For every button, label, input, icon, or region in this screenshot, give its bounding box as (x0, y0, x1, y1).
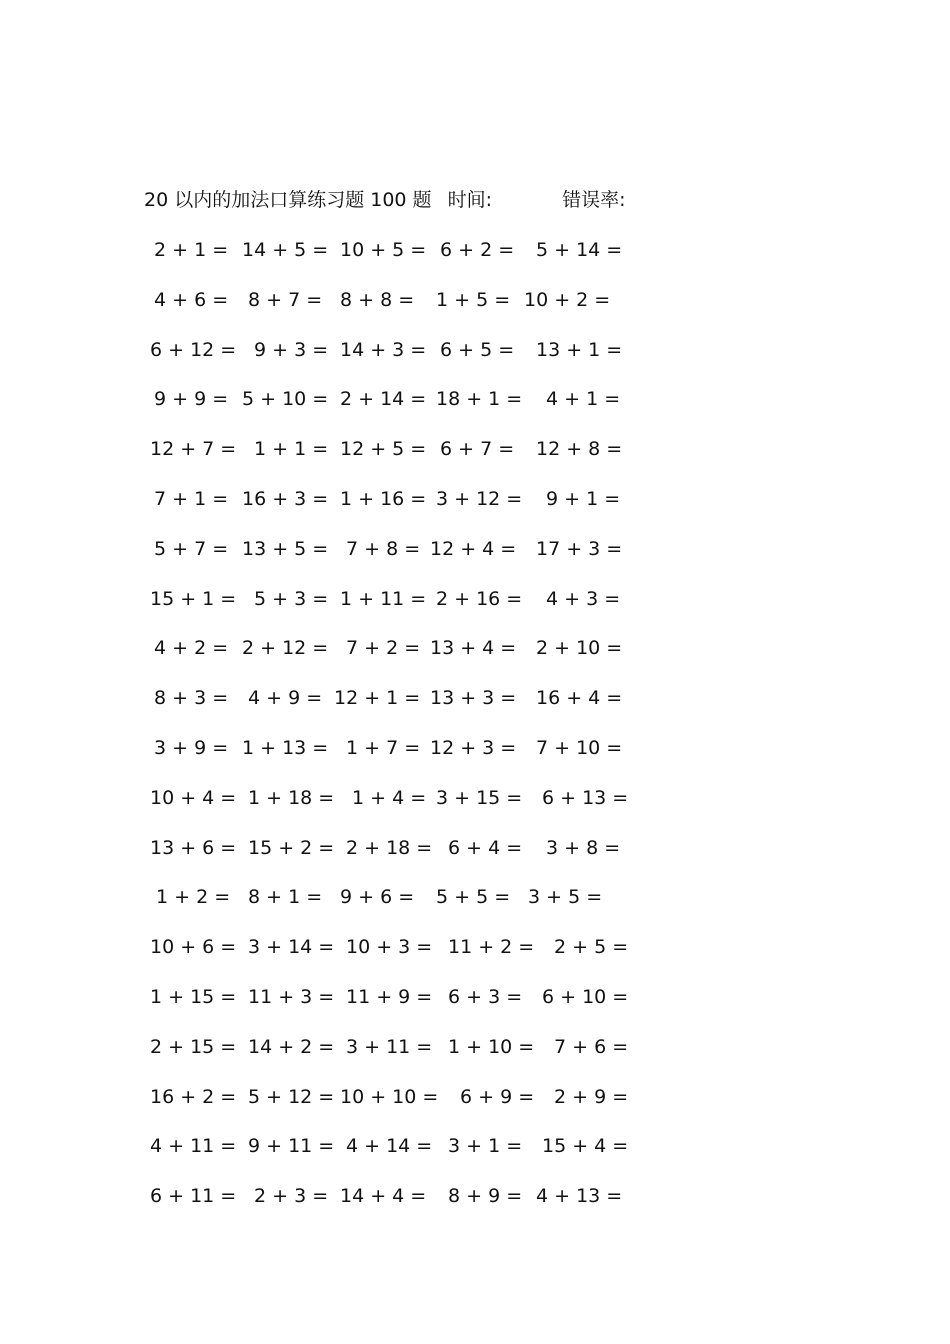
addition-problem: 6 + 12 = (150, 338, 237, 361)
addition-problem: 6 + 4 = (448, 836, 523, 859)
addition-problem: 1 + 16 = (340, 487, 427, 510)
worksheet-title: 20 以内的加法口算练习题 100 题 (144, 189, 432, 211)
problem-row (144, 286, 624, 336)
error-rate-label: 错误率: (562, 189, 626, 211)
addition-problem: 12 + 3 = (430, 736, 517, 759)
addition-problem: 9 + 11 = (248, 1135, 335, 1158)
problem-row (144, 535, 624, 585)
addition-problem: 1 + 2 = (156, 886, 231, 909)
addition-problem: 10 + 2 = (524, 288, 611, 311)
problem-row (144, 784, 629, 834)
addition-problem: 4 + 2 = (154, 637, 229, 660)
addition-problem: 3 + 14 = (248, 936, 335, 959)
addition-problem: 2 + 18 = (346, 836, 433, 859)
addition-problem: 8 + 3 = (154, 687, 229, 710)
addition-problem: 4 + 9 = (248, 687, 323, 710)
addition-problem: 14 + 5 = (242, 239, 329, 261)
problem-row (144, 1182, 624, 1232)
addition-problem: 10 + 4 = (150, 786, 237, 809)
addition-problem: 15 + 4 = (542, 1135, 629, 1158)
addition-problem: 13 + 1 = (536, 338, 623, 361)
addition-problem: 10 + 5 = (340, 239, 427, 261)
addition-problem: 9 + 9 = (154, 388, 229, 411)
addition-problem: 7 + 8 = (346, 537, 421, 560)
addition-problem: 16 + 2 = (150, 1085, 237, 1108)
addition-problem: 17 + 3 = (536, 537, 623, 560)
addition-problem: 12 + 1 = (334, 687, 421, 710)
addition-problem: 16 + 3 = (242, 487, 329, 510)
addition-problem: 2 + 3 = (254, 1185, 329, 1208)
addition-problem: 2 + 9 = (554, 1085, 629, 1108)
problem-row (144, 336, 624, 386)
addition-problem: 7 + 10 = (536, 736, 623, 759)
addition-problem: 16 + 4 = (536, 687, 623, 710)
addition-problem: 10 + 10 = (340, 1085, 439, 1108)
addition-problem: 1 + 18 = (248, 786, 335, 809)
addition-problem: 10 + 6 = (150, 936, 237, 959)
addition-problem: 2 + 15 = (150, 1035, 237, 1058)
problem-row (144, 485, 624, 535)
addition-problem: 9 + 6 = (340, 886, 415, 909)
addition-problem: 7 + 6 = (554, 1035, 629, 1058)
problem-row (144, 236, 624, 286)
addition-problem: 3 + 12 = (436, 487, 523, 510)
addition-problem: 6 + 2 = (440, 239, 515, 261)
addition-problem: 8 + 7 = (248, 288, 323, 311)
addition-problem: 2 + 14 = (340, 388, 427, 411)
addition-problem: 6 + 7 = (440, 438, 515, 461)
addition-problem: 8 + 1 = (248, 886, 323, 909)
addition-problem: 6 + 10 = (542, 985, 629, 1008)
addition-problem: 3 + 11 = (346, 1035, 433, 1058)
addition-problem: 12 + 4 = (430, 537, 517, 560)
addition-problem: 4 + 14 = (346, 1135, 433, 1158)
addition-problem: 4 + 3 = (546, 587, 621, 610)
addition-problem: 1 + 10 = (448, 1035, 535, 1058)
addition-problem: 11 + 9 = (346, 985, 433, 1008)
addition-problem: 10 + 3 = (346, 936, 433, 959)
addition-problem: 12 + 8 = (536, 438, 623, 461)
addition-problem: 6 + 9 = (460, 1085, 535, 1108)
addition-problem: 13 + 4 = (430, 637, 517, 660)
addition-problem: 18 + 1 = (436, 388, 523, 411)
addition-problem: 2 + 1 = (154, 239, 229, 261)
addition-problem: 3 + 5 = (528, 886, 603, 909)
problem-row (144, 634, 624, 684)
addition-problem: 1 + 11 = (340, 587, 427, 610)
addition-problem: 14 + 2 = (248, 1035, 335, 1058)
addition-problem: 13 + 5 = (242, 537, 329, 560)
addition-problem: 15 + 2 = (248, 836, 335, 859)
addition-problem: 1 + 13 = (242, 736, 329, 759)
addition-problem: 2 + 5 = (554, 936, 629, 959)
addition-problem: 1 + 4 = (352, 786, 427, 809)
problem-row (144, 1083, 629, 1133)
addition-problem: 5 + 5 = (436, 886, 511, 909)
problem-row (144, 1132, 629, 1182)
addition-problem: 9 + 1 = (546, 487, 621, 510)
addition-problem: 4 + 1 = (546, 388, 621, 411)
problem-row (144, 684, 624, 734)
addition-problem: 2 + 12 = (242, 637, 329, 660)
addition-problem: 4 + 6 = (154, 288, 229, 311)
problem-row (144, 834, 624, 884)
addition-problem: 11 + 3 = (248, 985, 335, 1008)
addition-problem: 11 + 2 = (448, 936, 535, 959)
addition-problem: 3 + 9 = (154, 736, 229, 759)
addition-problem: 9 + 3 = (254, 338, 329, 361)
problem-row (144, 1033, 629, 1083)
addition-problem: 1 + 7 = (346, 736, 421, 759)
addition-problem: 3 + 15 = (436, 786, 523, 809)
addition-problem: 5 + 14 = (536, 239, 623, 261)
addition-problem: 5 + 7 = (154, 537, 229, 560)
addition-problem: 5 + 3 = (254, 587, 329, 610)
addition-problem: 14 + 4 = (340, 1185, 427, 1208)
addition-problem: 2 + 16 = (436, 587, 523, 610)
time-label: 时间: (447, 189, 493, 211)
addition-problem: 4 + 13 = (536, 1185, 623, 1208)
addition-problem: 13 + 3 = (430, 687, 517, 710)
addition-problem: 7 + 1 = (154, 487, 229, 510)
addition-problem: 1 + 5 = (436, 288, 511, 311)
addition-problem: 13 + 6 = (150, 836, 237, 859)
problem-row (144, 585, 624, 635)
addition-problem: 8 + 8 = (340, 288, 415, 311)
addition-problem: 3 + 8 = (546, 836, 621, 859)
addition-problem: 14 + 3 = (340, 338, 427, 361)
addition-problem: 6 + 11 = (150, 1185, 237, 1208)
addition-problem: 15 + 1 = (150, 587, 237, 610)
problem-row (144, 734, 624, 784)
problem-row (144, 983, 629, 1033)
problem-row (144, 385, 624, 435)
problem-row (144, 933, 629, 983)
problem-row (144, 435, 624, 485)
addition-problem: 3 + 1 = (448, 1135, 523, 1158)
addition-problem: 12 + 5 = (340, 438, 427, 461)
addition-problem: 7 + 2 = (346, 637, 421, 660)
addition-problem: 4 + 11 = (150, 1135, 237, 1158)
addition-problem: 2 + 10 = (536, 637, 623, 660)
problem-row (144, 883, 624, 933)
addition-problem: 6 + 5 = (440, 338, 515, 361)
addition-problem: 1 + 15 = (150, 985, 237, 1008)
problem-grid (144, 236, 629, 1232)
worksheet-header (144, 186, 625, 214)
addition-problem: 6 + 3 = (448, 985, 523, 1008)
addition-problem: 6 + 13 = (542, 786, 629, 809)
addition-problem: 8 + 9 = (448, 1185, 523, 1208)
addition-problem: 1 + 1 = (254, 438, 329, 461)
addition-problem: 5 + 10 = (242, 388, 329, 411)
addition-problem: 5 + 12 = (248, 1085, 335, 1108)
addition-problem: 12 + 7 = (150, 438, 237, 461)
